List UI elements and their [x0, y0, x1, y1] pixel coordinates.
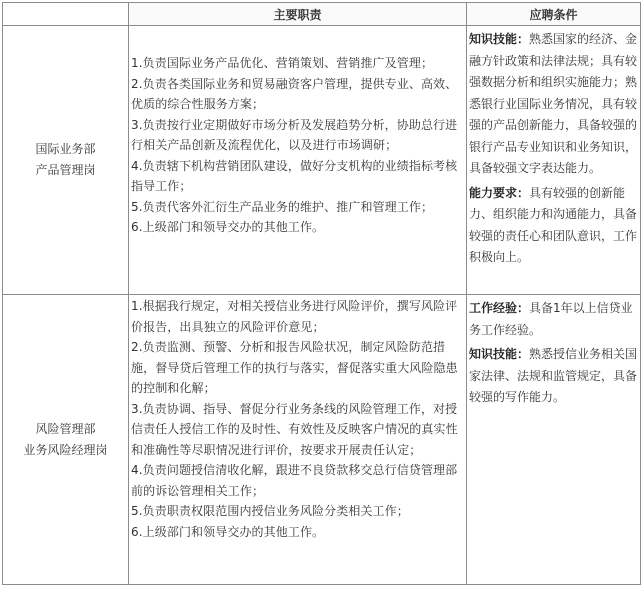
requirement-paragraph — [469, 298, 638, 341]
duty-item: 1.负责国际业务产品优化、营销策划、营销推广及管理； — [131, 56, 434, 70]
position-name-line: 业务风险经理岗 — [23, 442, 108, 457]
table-header-row — [3, 3, 641, 26]
position-name-line: 风险管理部 — [35, 421, 96, 436]
duty-item: 4.负责问题授信清收化解，跟进不良贷款移交总行信贷管理部前的诉讼管理相关工作； — [131, 463, 458, 498]
duty-item: 3.负责协调、指导、督促分行业务条线的风险管理工作，对授信责任人授信工作的及时性、有效性及反映客户情况的真实性和准确性等尽职情况进行评价，按要求开展责任认定； — [131, 401, 458, 457]
table-row — [3, 26, 641, 295]
duty-item: 2.负责监测、预警、分析和报告风险状况，制定风险防范措施，督导贷后管理工作的执行与落实，督促落实重大风险隐患的控制和化解； — [131, 340, 458, 395]
requirement-paragraph — [469, 183, 638, 269]
duty-item: 5.负责职责权限范围内授信业务风险分类相关工作； — [131, 504, 409, 518]
requirement-paragraph — [469, 344, 638, 409]
requirements-cell — [467, 26, 641, 295]
position-cell — [3, 26, 129, 295]
table-row — [3, 295, 641, 585]
requirement-text: 具备1年以上信贷业务工作经验。 — [469, 301, 633, 337]
duties-cell — [129, 295, 467, 585]
header-duties: 主要职责 — [129, 3, 467, 26]
position-name-line: 国际业务部 — [35, 142, 96, 156]
duty-item: 2.负责各类国际业务和贸易融资客户管理，提供专业、高效、优质的综合性服务方案； — [131, 76, 458, 111]
duty-item: 1.根据我行规定，对相关授信业务进行风险评价，撰写风险评价报告，出具独立的风险评价意见； — [131, 299, 458, 334]
duty-item: 6.上级部门和领导交办的其他工作。 — [131, 524, 325, 539]
requirement-label: 工作经验： — [469, 301, 530, 315]
duty-item: 6.上级部门和领导交办的其他工作。 — [131, 220, 325, 234]
requirement-paragraph — [469, 29, 638, 180]
requirements-cell — [467, 295, 641, 585]
header-requirements: 应聘条件 — [467, 3, 641, 26]
header-position — [3, 3, 129, 26]
requirement-label: 知识技能： — [469, 347, 530, 361]
position-name-line: 产品管理岗 — [35, 163, 96, 177]
requirement-label: 知识技能： — [469, 32, 530, 46]
duty-item: 3.负责按行业定期做好市场分析及发展趋势分析，协助总行进行相关产品创新及流程优化，以及进行市场调研； — [131, 117, 458, 152]
recruitment-table — [2, 2, 641, 585]
duty-item: 5.负责代客外汇衍生产品业务的维护、推广和管理工作； — [131, 199, 434, 214]
requirement-text: 具有较强的创新能力、组织能力和沟通能力，具备较强的责任心和团队意识，工作积极向上。 — [469, 185, 638, 264]
requirement-text: 熟悉授信业务相关国家法律、法规和监管规定，具备较强的写作能力。 — [469, 347, 638, 404]
duty-item: 4.负责辖下机构营销团队建设，做好分支机构的业绩指标考核指导工作； — [131, 158, 458, 193]
position-cell — [3, 295, 129, 585]
requirement-label: 能力要求： — [469, 185, 530, 200]
requirement-text: 熟悉国家的经济、金融方针政策和法律法规；具有较强数据分析和组织实施能力；熟悉银行业国际业务情况，具有较强的产品创新能力，具备较强的银行产品专业知识和业务知识，具备较强文字表达能力。 — [469, 32, 638, 175]
duties-cell — [129, 26, 467, 295]
